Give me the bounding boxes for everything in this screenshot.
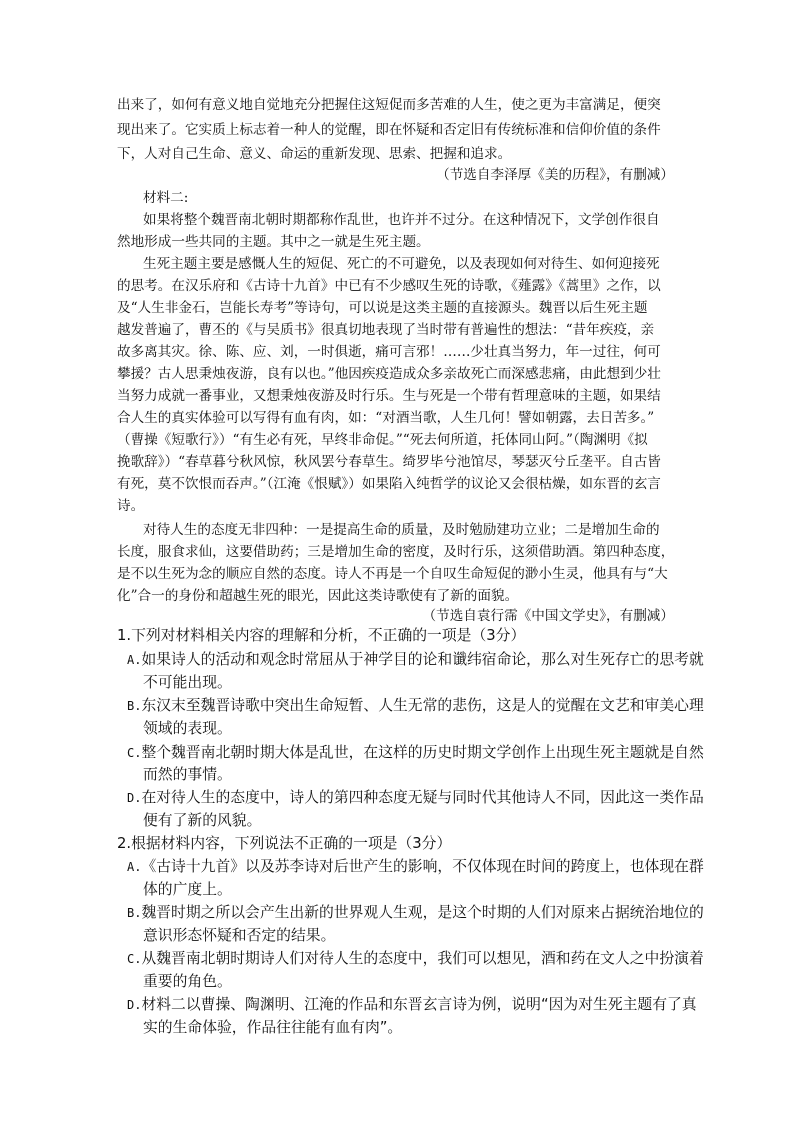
material2-para2-line: 有死，莫不饮恨而吞声。”（江淹《恨赋》）如果陷入纯哲学的议论又会很枯燥，如东晋的玄言 <box>117 476 661 492</box>
material2-para3-line: 是不以生死为念的顺应自然的态度。诗人不再是一个自叹生命短促的渺小生灵，他具有与“大 <box>117 566 668 582</box>
option-text: 材料二以曹操、陶渊明、江淹的作品和东晋玄言诗为例，说明“因为对生死主题有了真 <box>141 996 697 1013</box>
material2-para2-line: 挽歌辞》）“春草暮兮秋风惊，秋风罢兮春草生。绮罗毕兮池馆尽，琴瑟灭兮丘垄平。自古皆 <box>117 454 661 470</box>
material2-para3-line: 对待人生的态度无非四种：一是提高生命的质量，及时勉励建功立业；二是增加生命的 <box>143 522 660 538</box>
option-text-continued: 而然的事情。 <box>143 766 232 783</box>
material2-para3-line: 长度，服食求仙，这要借助药；三是增加生命的密度，及时行乐，这须借助酒。第四种态度， <box>117 544 675 560</box>
option-text: 如果诗人的活动和观念时常屈从于神学目的论和谶纬宿命论，那么对生死存亡的思考就 <box>141 651 704 668</box>
option-letter: A. <box>127 653 142 667</box>
option-letter: C. <box>127 952 142 966</box>
option-text-continued: 重要的角色。 <box>143 973 232 990</box>
material2-para2-line: 生死主题主要是感慨人生的短促、死亡的不可避免，以及表现如何对待生、如何迎接死 <box>143 256 660 272</box>
material1-source: （节选自李泽厚《美的历程》，有删减） <box>436 167 674 183</box>
option-text: 《古诗十九首》以及苏李诗对后世产生的影响，不仅体现在时间的跨度上，也体现在群 <box>141 858 704 875</box>
option-text: 整个魏晋南北朝时期大体是乱世，在这样的历史时期文学创作上出现生死主题就是自然 <box>141 744 704 761</box>
question-2-option-b <box>127 901 704 922</box>
option-text-continued: 不可能出现。 <box>143 674 232 691</box>
material2-para2-line: 当努力成就一番事业，又想秉烛夜游及时行乐。生与死是一个带有哲理意味的主题，如果结 <box>117 388 661 404</box>
option-text: 在对待人生的态度中，诗人的第四种态度无疑与同时代其他诗人不同，因此这一类作品 <box>141 789 704 806</box>
option-text: 东汉末至魏晋诗歌中突出生命短暂、人生无常的悲伤，这是人的觉醒在文艺和审美心理 <box>141 697 704 714</box>
material1-line: 出来了，如何有意义地自觉地充分把握住这短促而多苦难的人生，使之更为丰富满足，便突 <box>117 97 661 113</box>
option-letter: B. <box>127 699 142 713</box>
question-1-option-a <box>127 648 704 669</box>
material2-para1-line: 如果将整个魏晋南北朝时期都称作乱世，也许并不过分。在这种情况下，文学创作很自 <box>143 212 660 228</box>
material2-source: （节选自袁行霈《中国文学史》，有删减） <box>422 608 674 624</box>
material2-title: 材料二: <box>143 190 189 206</box>
option-letter: C. <box>127 746 142 760</box>
material2-para1-line: 然地形成一些共同的主题。其中之一就是生死主题。 <box>117 234 430 250</box>
option-text-continued: 领域的表现。 <box>143 720 232 737</box>
option-text: 从魏晋南北朝时期诗人们对待人生的态度中，我们可以想见，酒和药在文人之中扮演着 <box>141 950 704 967</box>
material2-para2-line: 诗。 <box>117 498 145 514</box>
option-text-continued: 体的广度上。 <box>143 881 232 898</box>
option-text-continued: 便有了新的风貌。 <box>143 812 262 829</box>
material2-para2-line: 故多离其灾。徐、陈、应、刘，一时俱逝，痛可言邪！……少壮真当努力，年一过往，何可 <box>117 344 661 360</box>
question-2-option-d <box>127 993 697 1014</box>
question-1-stem: 1.下列对材料相关内容的理解和分析，不正确的一项是（3分） <box>117 627 526 644</box>
question-1-option-c <box>127 741 704 762</box>
question-1-option-d <box>127 786 704 807</box>
option-text-continued: 意识形态怀疑和否定的结果。 <box>143 927 336 944</box>
question-2-option-c <box>127 947 704 968</box>
material2-para2-line: 攀援？古人思秉烛夜游，良有以也。”他因疾疫造成众多亲故死亡而深感悲痛，由此想到少壮 <box>117 366 661 382</box>
material2-para2-line: 合人生的真实体验可以写得有血有肉，如：“对酒当歌，人生几何！譬如朝露，去日苦多。” <box>117 410 655 426</box>
material2-para3-line: 化”合一的身份和超越生死的眼光，因此这类诗歌使有了新的面貌。 <box>117 588 519 604</box>
option-letter: D. <box>127 791 142 805</box>
option-letter: A. <box>127 860 142 874</box>
option-text: 魏晋时期之所以会产生出新的世界观人生观，是这个时期的人们对原来占据统治地位的 <box>141 904 704 921</box>
option-letter: D. <box>127 998 142 1012</box>
material1-line: 下，人对自己生命、意义、命运的重新发现、思索、把握和追求。 <box>117 146 512 162</box>
question-1-option-b <box>127 694 704 715</box>
material1-line: 现出来了。它实质上标志着一种人的觉醒，即在怀疑和否定旧有传统标准和信仰价值的条件 <box>117 122 661 138</box>
question-2-stem: 2.根据材料内容，下列说法不正确的一项是（3分） <box>117 835 452 852</box>
material2-para2-line: 的思考。在汉乐府和《古诗十九首》中已有不少感叹生死的诗歌，《薤露》《蒿里》之作，以 <box>117 278 661 294</box>
option-letter: B. <box>127 906 142 920</box>
option-text-continued: 实的生命体验，作品往往能有血有肉”。 <box>143 1019 403 1036</box>
material2-para2-line: （曹操《短歌行》）“有生必有死，早终非命促。”“死去何所道，托体同山阿。”（陶渊明《拟 <box>117 432 648 448</box>
question-2-option-a <box>127 855 704 876</box>
material2-para2-line: 及“人生非金石，岂能长寿考”等诗句，可以说是这类主题的直接源头。魏晋以后生死主题 <box>117 300 648 316</box>
material2-para2-line: 越发普遍了，曹丕的《与吴质书》很真切地表现了当时带有普遍性的想法：“昔年疾疫，亲 <box>117 322 655 338</box>
